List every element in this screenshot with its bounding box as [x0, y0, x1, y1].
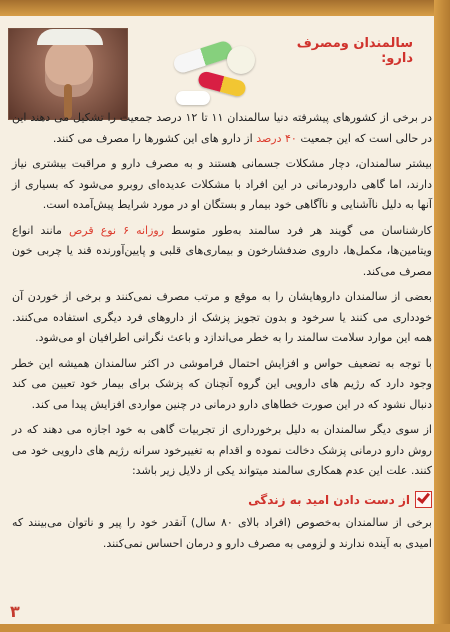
page-number: ۳ — [10, 602, 20, 621]
tablet-icon — [176, 91, 210, 105]
paragraph: بعضی از سالمندان داروهایشان را به موقع و مرتب مصرف نمی‌کنند و برخی از خوردن آن خودداری می کنند یا سرخود و بدون تجویز پزشک از داروهای فرد دیگری استفاده می‌کنند. همه این موارد سلامت سالمند را به خطر می‌اندازد و باعث نگرانی اطرافیان او می‌شود. — [12, 290, 432, 344]
right-border — [434, 0, 450, 632]
article-body — [12, 108, 432, 559]
paragraph: کارشناسان می گویند هر فرد سالمند به‌طور متوسط روزانه ۶ نوع قرص مانند انواع ویتامین‌ها، مکمل‌ها، داروی ضدفشارخون و بیماری‌های قلبی و پایین‌آورنده قند یا چربی خون مصرف می‌کند. — [12, 223, 433, 278]
paragraph: در برخی از کشورهای پیشرفته دنیا سالمندان ۱۱ تا ۱۲ درصد جمعیت را تشکیل می دهند این در حالی است که این جمعیت ۴۰ درصد از دارو های این کشورها را مصرف می کنند. — [12, 111, 433, 145]
elderly-woman-photo — [8, 28, 128, 120]
checkmark-icon — [415, 491, 432, 508]
bottom-border — [0, 624, 450, 632]
top-border — [0, 0, 450, 16]
final-paragraph: برخی از سالمندان به‌خصوص (افراد بالای ۸۰ سال) آنقدر خود را پیر و ناتوان می‌بینند که امیدی به آینده ندارند و لزومی به مصرف دارو و درمان احساس نمی‌کنند. — [12, 516, 432, 550]
paragraph: بیشتر سالمندان، دچار مشکلات جسمانی هستند و به مصرف دارو و مراقبت بیشتری نیاز دارند، اما گاهی دارودرمانی در این افراد با مشکلات عدیده‌ای روبرو می‌شود که بسیاری از آنها به دلیل ناآشنایی و ناآگاهی خود بیمار و بستگان او در مورد شرایط پیش‌آمده است. — [12, 157, 432, 211]
capsule-icon — [172, 39, 235, 75]
pills-image — [163, 28, 263, 118]
page-title: سالمندان و‌مصرف دارو: — [296, 36, 413, 66]
paragraph: با توجه به تضعیف حواس و افزایش احتمال فراموشی در اکثر سالمندان همیشه این خطر وجود دارد که رژیم های دارویی این گروه آنچنان که پزشک برای بیمار خود تعیین می کند دنبال نشود که در این صورت خطاهای دارو درمانی در چنین مواردی افزایش پیدا می کند. — [12, 356, 432, 411]
header-images — [8, 28, 433, 118]
subheading: از دست دادن امید به زندگی — [12, 490, 432, 511]
tablet-icon — [227, 46, 255, 74]
paragraph: از سوی دیگر سالمندان به دلیل برخورداری از تجربیات گاهی به خود اجازه می دهند که در روش دارو درمانی پزشک دخالت نموده و اقدام به تغییرخود سرانه رژیم های دارویی خود می کنند. علت این عدم همکاری سالمند میتواند یکی از دلایل زیر باشد: — [12, 423, 432, 477]
